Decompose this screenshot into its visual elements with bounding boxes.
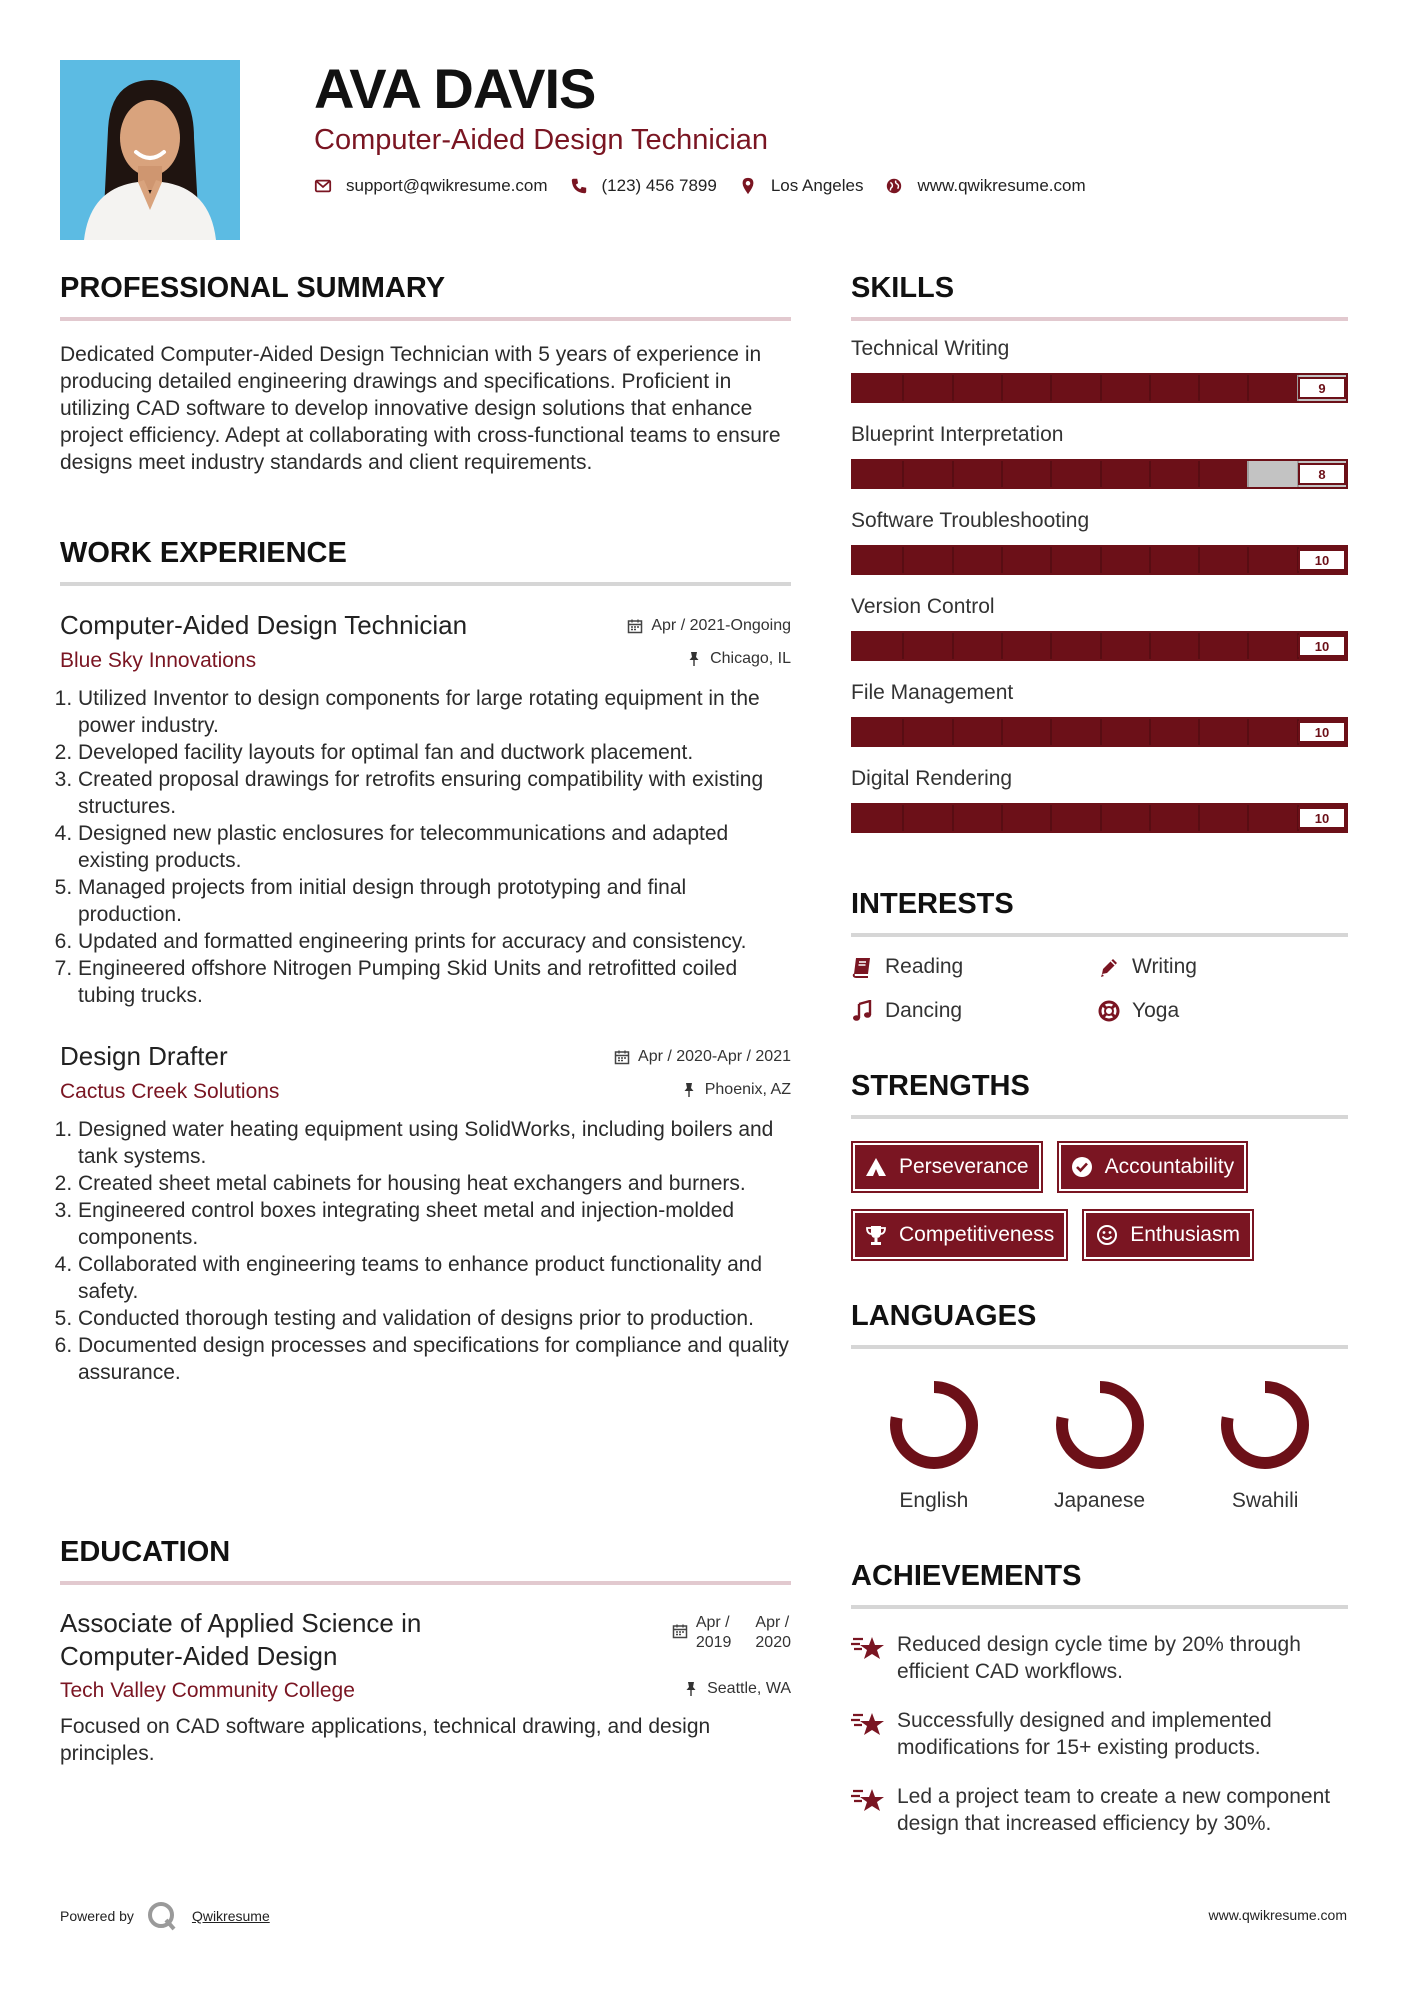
- skill-bar: [851, 373, 1348, 403]
- interest-label: Reading: [885, 955, 964, 978]
- list-item: 2. Created sheet metal cabinets for housing heat exchangers and burners.: [78, 1170, 791, 1197]
- company-name: Cactus Creek Solutions: [60, 1080, 280, 1103]
- skill-bar-divider: [1001, 375, 1003, 401]
- trophy-icon: [865, 1224, 887, 1246]
- language-label: Swahili: [1231, 1489, 1299, 1512]
- language-ring: [1215, 1375, 1315, 1475]
- skill-bar-divider: [1198, 633, 1200, 659]
- pushpin-icon: [683, 1681, 699, 1697]
- website-text: www.qwikresume.com: [917, 176, 1086, 195]
- list-item: 1. Utilized Inventor to design components for large rotating equipment in the power industry.: [78, 685, 791, 739]
- qwikresume-logo-icon: [146, 1900, 178, 1932]
- calendar-icon: [627, 618, 643, 634]
- education-section: [60, 1536, 791, 1767]
- skill-bar-divider: [1149, 461, 1151, 487]
- degree-title: [60, 1607, 421, 1673]
- achievements-section: [851, 1560, 1348, 1837]
- language-ring-arc: [1062, 1387, 1138, 1463]
- education-start-year: 2019: [695, 1634, 732, 1651]
- skill-bar-divider: [1100, 461, 1102, 487]
- work-experience-heading: WORK EXPERIENCE: [60, 537, 791, 586]
- map-pin-icon: [739, 177, 757, 195]
- achievement-item: [851, 1631, 1348, 1685]
- skill-bar-divider: [1198, 375, 1200, 401]
- skill-bar-divider: [1001, 461, 1003, 487]
- interest-item: [1098, 955, 1348, 979]
- skill-bar-divider: [902, 719, 904, 745]
- interest-item: [1098, 999, 1348, 1023]
- skill-bar-divider: [1001, 633, 1003, 659]
- achievement-item: [851, 1783, 1348, 1837]
- school-location-text: Seattle, WA: [707, 1680, 791, 1697]
- skill-score: 9: [1298, 377, 1346, 399]
- shooting-star-icon: [851, 1709, 885, 1739]
- brand-link[interactable]: Qwikresume: [191, 1908, 270, 1924]
- shooting-star-icon: [851, 1633, 885, 1663]
- skill-name: Version Control: [851, 595, 995, 618]
- languages-section: [851, 1300, 1348, 1513]
- skill-bar-divider: [952, 805, 954, 831]
- skill-name: Blueprint Interpretation: [851, 423, 1064, 446]
- job-location: [686, 650, 791, 668]
- skill-bar-fill: [853, 375, 1297, 401]
- skill-bar-divider: [952, 547, 954, 573]
- job-date: [614, 1048, 791, 1066]
- summary-heading: PROFESSIONAL SUMMARY: [60, 272, 791, 321]
- school-name: Tech Valley Community College: [60, 1679, 355, 1702]
- pushpin-icon: [681, 1082, 697, 1098]
- achievement-text: Led a project team to create a new component design that increased efficiency by 30%.: [897, 1785, 1331, 1835]
- skill-bar-divider: [952, 719, 954, 745]
- skill-item: [851, 337, 1348, 403]
- skill-score: 10: [1298, 635, 1346, 657]
- language-label: English: [899, 1489, 969, 1512]
- job-date: [627, 617, 791, 635]
- job-entry: [60, 1041, 791, 1386]
- mountain-icon: [865, 1156, 887, 1178]
- job-location-text: Chicago, IL: [710, 650, 791, 667]
- pencil-icon: [1098, 956, 1120, 978]
- portrait-illustration: [60, 60, 240, 240]
- skill-bar-divider: [902, 547, 904, 573]
- skill-bar: [851, 803, 1348, 833]
- skill-bar-divider: [1198, 461, 1200, 487]
- skill-score: 10: [1298, 721, 1346, 743]
- lifebuoy-icon: [1098, 1000, 1120, 1022]
- location-text: Los Angeles: [770, 176, 864, 195]
- shooting-star-icon: [851, 1785, 885, 1815]
- skill-bar-divider: [902, 633, 904, 659]
- list-item: 6. Documented design processes and specifications for compliance and quality assurance.: [78, 1332, 791, 1386]
- school-location: [683, 1680, 791, 1698]
- contact-email[interactable]: [314, 176, 548, 196]
- contact-website[interactable]: [885, 176, 1085, 196]
- skill-bar-divider: [952, 375, 954, 401]
- summary-section: [60, 272, 791, 476]
- education-heading: EDUCATION: [60, 1536, 791, 1585]
- strength-label: Enthusiasm: [1130, 1223, 1240, 1246]
- profile-photo: [60, 60, 240, 240]
- language-ring: [884, 1375, 984, 1475]
- envelope-icon: [314, 177, 332, 195]
- music-note-icon: [851, 1000, 873, 1022]
- skill-bar-divider: [1149, 375, 1151, 401]
- skill-bar-divider: [1247, 461, 1249, 487]
- list-item: 1. Designed water heating equipment using SolidWorks, including boilers and tank systems.: [78, 1116, 791, 1170]
- contact-location: [739, 176, 864, 196]
- phone-icon: [570, 177, 588, 195]
- list-item: 7. Engineered offshore Nitrogen Pumping Skid Units and retrofitted coiled tubing trucks.: [78, 955, 791, 1009]
- strength-label: Competitiveness: [899, 1223, 1055, 1246]
- work-experience-section: [60, 537, 791, 1386]
- skill-bar-divider: [1050, 461, 1052, 487]
- skill-bar-divider: [1247, 547, 1249, 573]
- skill-item: [851, 509, 1348, 575]
- skill-bar-divider: [1247, 375, 1249, 401]
- skill-bar-divider: [1149, 547, 1151, 573]
- skill-bar-divider: [902, 805, 904, 831]
- interest-item: [851, 955, 1098, 979]
- skill-bar-divider: [952, 461, 954, 487]
- strength-badge: [851, 1209, 1068, 1261]
- strength-badge: [851, 1141, 1043, 1193]
- job-bullets: [60, 1116, 791, 1386]
- interests-section: [851, 888, 1348, 1023]
- education-start: Apr /: [695, 1614, 730, 1631]
- strength-label: Accountability: [1104, 1155, 1235, 1178]
- list-item: 5. Conducted thorough testing and validation of designs prior to production.: [78, 1305, 791, 1332]
- education-description: Focused on CAD software applications, technical drawing, and design principles.: [60, 1715, 711, 1765]
- skill-name: Digital Rendering: [851, 767, 1013, 790]
- language-ring-arc: [1227, 1387, 1303, 1463]
- skill-bar-divider: [1100, 805, 1102, 831]
- skill-bar-divider: [1001, 547, 1003, 573]
- book-icon: [851, 956, 873, 978]
- languages-list: [851, 1375, 1348, 1513]
- skill-name: Technical Writing: [851, 337, 1010, 360]
- pushpin-icon: [686, 651, 702, 667]
- skill-bar-divider: [1100, 547, 1102, 573]
- list-item: 5. Managed projects from initial design through prototyping and final production.: [78, 874, 791, 928]
- languages-heading: LANGUAGES: [851, 1300, 1348, 1349]
- skill-item: [851, 423, 1348, 489]
- skill-bar-divider: [1050, 547, 1052, 573]
- achievement-item: [851, 1707, 1348, 1761]
- skill-bar: [851, 459, 1348, 489]
- strengths-heading: STRENGTHS: [851, 1070, 1348, 1119]
- interest-label: Writing: [1132, 955, 1197, 978]
- skill-bar: [851, 631, 1348, 661]
- candidate-name: AVA DAVIS: [314, 57, 596, 120]
- job-date-text: Apr / 2021-Ongoing: [651, 617, 791, 634]
- skill-bar-divider: [1100, 633, 1102, 659]
- contact-bar: [314, 176, 1108, 196]
- job-bullets: [60, 685, 791, 1009]
- education-end: Apr /: [755, 1614, 790, 1631]
- skill-name: Software Troubleshooting: [851, 509, 1090, 532]
- skill-bar-divider: [1247, 805, 1249, 831]
- degree-line: Computer-Aided Design: [60, 1641, 338, 1671]
- interest-label: Yoga: [1132, 999, 1180, 1022]
- strength-badge: [1057, 1141, 1249, 1193]
- skill-item: [851, 595, 1348, 661]
- list-item: 3. Engineered control boxes integrating sheet metal and injection-molded components.: [78, 1197, 791, 1251]
- footer-branding: [60, 1900, 270, 1932]
- list-item: 3. Created proposal drawings for retrofits ensuring compatibility with existing structures.: [78, 766, 791, 820]
- job-location: [681, 1081, 791, 1099]
- list-item: 4. Collaborated with engineering teams to enhance product functionality and safety.: [78, 1251, 791, 1305]
- strength-label: Perseverance: [899, 1155, 1029, 1178]
- skill-score: 10: [1298, 807, 1346, 829]
- globe-icon: [885, 177, 903, 195]
- job-date-text: Apr / 2020-Apr / 2021: [638, 1048, 791, 1065]
- skills-heading: SKILLS: [851, 272, 1348, 321]
- smile-icon: [1096, 1224, 1118, 1246]
- company-name: Blue Sky Innovations: [60, 649, 257, 672]
- skill-bar-divider: [1198, 805, 1200, 831]
- skill-bar-divider: [1149, 719, 1151, 745]
- powered-by-label: Powered by: [60, 1908, 134, 1924]
- list-item: 2. Developed facility layouts for optimal fan and ductwork placement.: [78, 739, 791, 766]
- language-ring: [1050, 1375, 1150, 1475]
- achievement-text: Reduced design cycle time by 20% through efficient CAD workflows.: [897, 1633, 1301, 1683]
- degree-line: Associate of Applied Science in: [60, 1608, 422, 1638]
- skill-bar-divider: [1247, 633, 1249, 659]
- strengths-section: [851, 1070, 1348, 1261]
- skill-bar-divider: [1247, 719, 1249, 745]
- language-ring-arc: [896, 1387, 972, 1463]
- job-title: Computer-Aided Design Technician: [60, 610, 468, 640]
- education-date: [672, 1613, 791, 1673]
- list-item: 6. Updated and formatted engineering prints for accuracy and consistency.: [78, 928, 791, 955]
- skill-bar-divider: [1050, 375, 1052, 401]
- skill-bar-divider: [1001, 805, 1003, 831]
- contact-phone[interactable]: [570, 176, 717, 196]
- interest-label: Dancing: [885, 999, 963, 1022]
- skill-item: [851, 681, 1348, 747]
- calendar-icon: [672, 1623, 688, 1639]
- strength-badge: [1082, 1209, 1254, 1261]
- interest-item: [851, 999, 1098, 1023]
- email-text: support@qwikresume.com: [346, 176, 548, 195]
- language-item: [851, 1375, 1017, 1513]
- summary-text: Dedicated Computer-Aided Design Technician with 5 years of experience in producing detailed engineering drawings and specifications. Proficient in utilizing CAD software to develop innovative design solutions that enhance project efficiency. Adept at collaborating with cross-functional teams to ensure designs meet industry standards and client requirements.: [60, 343, 781, 474]
- skill-bar-divider: [1198, 719, 1200, 745]
- calendar-icon: [614, 1049, 630, 1065]
- skill-bar-divider: [1149, 633, 1151, 659]
- skill-bar-divider: [1100, 375, 1102, 401]
- check-circle-icon: [1071, 1156, 1093, 1178]
- skill-bar-divider: [1198, 547, 1200, 573]
- skill-item: [851, 767, 1348, 833]
- skill-bar: [851, 545, 1348, 575]
- skill-bar-divider: [1050, 633, 1052, 659]
- candidate-title: Computer-Aided Design Technician: [314, 124, 769, 156]
- skill-bar-divider: [1050, 805, 1052, 831]
- list-item: 4. Designed new plastic enclosures for telecommunications and adapted existing products.: [78, 820, 791, 874]
- job-entry: [60, 610, 791, 1009]
- skill-score: 8: [1298, 463, 1346, 485]
- skill-bar-divider: [952, 633, 954, 659]
- language-label: Japanese: [1053, 1489, 1146, 1512]
- skill-bar-divider: [1050, 719, 1052, 745]
- skill-score: 10: [1298, 549, 1346, 571]
- language-item: [1017, 1375, 1183, 1513]
- job-location-text: Phoenix, AZ: [704, 1081, 791, 1098]
- interests-heading: INTERESTS: [851, 888, 1348, 937]
- skill-bar-divider: [902, 375, 904, 401]
- skills-section: [851, 272, 1348, 833]
- achievements-heading: ACHIEVEMENTS: [851, 1560, 1348, 1609]
- skill-bar-divider: [1001, 719, 1003, 745]
- phone-text: (123) 456 7899: [601, 176, 717, 195]
- achievement-text: Successfully designed and implemented modifications for 15+ existing products.: [897, 1709, 1272, 1759]
- skills-list: [851, 337, 1348, 833]
- job-title: Design Drafter: [60, 1041, 228, 1071]
- skill-bar-divider: [902, 461, 904, 487]
- footer-url[interactable]: www.qwikresume.com: [1208, 1907, 1347, 1923]
- skill-bar-divider: [1100, 719, 1102, 745]
- education-end-year: 2020: [755, 1634, 791, 1651]
- skill-bar-divider: [1149, 805, 1151, 831]
- skill-bar: [851, 717, 1348, 747]
- skill-name: File Management: [851, 681, 1014, 704]
- language-item: [1182, 1375, 1348, 1513]
